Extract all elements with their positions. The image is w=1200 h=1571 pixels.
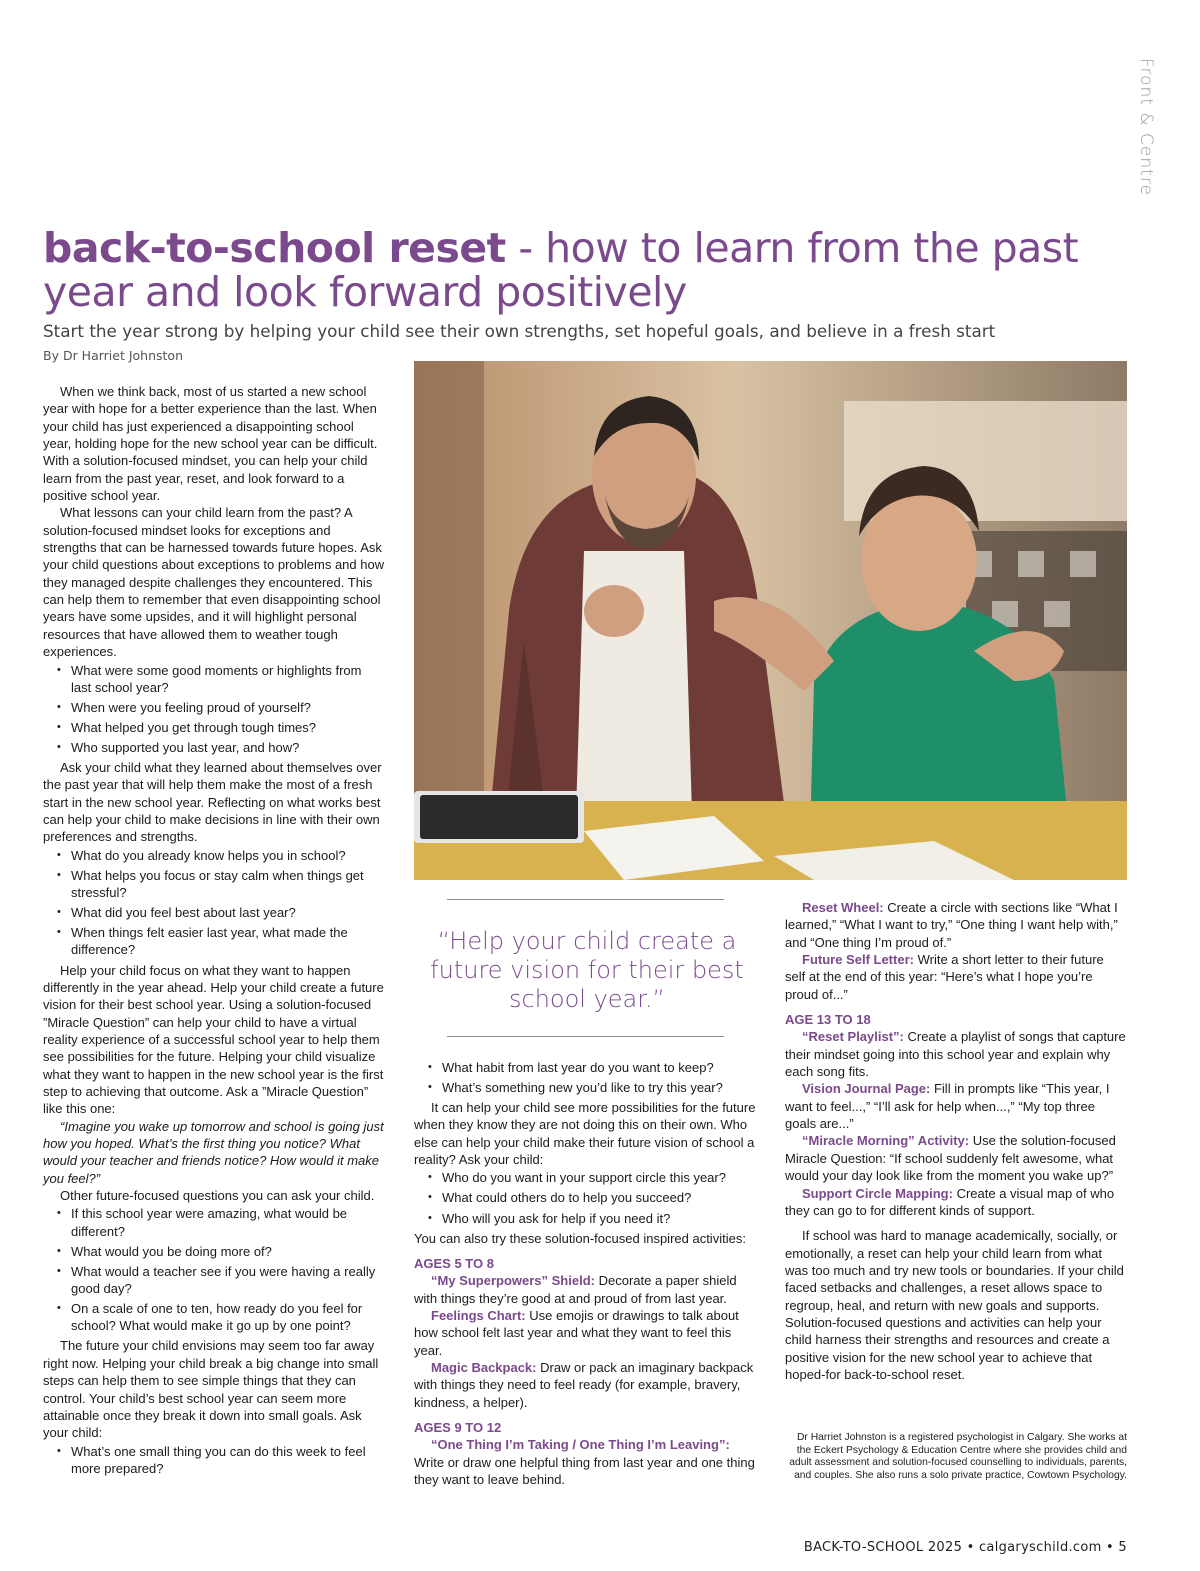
feature-photo	[414, 361, 1127, 880]
article-column-3	[785, 899, 1127, 1383]
list-item: • What helped you get through tough times?	[71, 719, 385, 736]
activity-label: Feelings Chart:	[431, 1307, 526, 1323]
list-item: • Who will you ask for help if you need it?	[442, 1210, 759, 1227]
paragraph: Help your child focus on what they want to happen differently in the year ahead. Help your child create a future vision for their best school year. Using a solution-focused ”Miracle Question” can help your child to have a virtual reality experience of a successful school year to help them see possibilities for the future. Helping your child visualize what they want to happen in the new school year is the first step to achieving that outcome. Ask a ”Miracle Question” like this one:	[43, 962, 384, 1117]
paragraph: If school was hard to manage academically, socially, or emotionally, a reset can help your child learn from what was too much and try new tools or boundaries. If your child faced setbacks and challenges, a reset allows space to regroup, heal, and return with new goals and supports. Solution-focused questions and activities can help your child harness their strengths and resources and create a positive vision for the new school year to achieve that hoped-for back-to-school reset.	[785, 1228, 1124, 1382]
activity-text: Create a circle with sections like “What I learned,” “What I want to try,” “One thing I want help with,” and “One thing I’m proud of.”	[785, 900, 1118, 950]
activity-text: Fill in prompts like “This year, I want to feel...,” “I’ll ask for help when...,” “My top three goals are...”	[785, 1081, 1110, 1132]
list-item: • If this school year were amazing, what would be different?	[71, 1205, 385, 1240]
activity-text: Write or draw one helpful thing from last year and one thing they want to leave behind.	[414, 1454, 755, 1487]
list-item: • What were some good moments or highlights from last school year?	[71, 662, 385, 697]
activity	[414, 1436, 759, 1488]
activity-label: “Reset Playlist”:	[802, 1029, 904, 1045]
subhead: Start the year strong by helping your child see their own strengths, set hopeful goals, and believe in a fresh start	[43, 321, 996, 341]
paragraph: The future your child envisions may seem too far away right now. Helping your child break a big change into small steps can help them to see simple things that they can control. Your child’s best school year can seem more attainable once they break it down into small goals. Ask your child:	[43, 1338, 379, 1441]
list-item: • What’s one small thing you can do this week to feel more prepared?	[71, 1443, 385, 1478]
activity-text: Draw or pack an imaginary backpack with things they need to feel ready (for example, bravery, kindness, a helper).	[414, 1359, 754, 1410]
author-bio: Dr Harriet Johnston is a registered psychologist in Calgary. She works at the Eckert Psychology & Education Centre where she provides child and adult assessment and solution-focused counselling to individuals, parents, and couples. She also runs a solo private practice, Cowtown Psychology.	[789, 1432, 1127, 1481]
list-item: • What habit from last year do you want to keep?	[442, 1059, 759, 1076]
activity-label: Magic Backpack:	[431, 1359, 537, 1375]
list-item: • When things felt easier last year, what made the difference?	[71, 924, 385, 959]
question-list	[43, 1443, 385, 1478]
activity-label: “My Superpowers” Shield:	[431, 1273, 595, 1289]
activity-text: Write a short letter to their future self at the end of this year: “Here’s what I hope you’re proud of...”	[785, 952, 1104, 1002]
paragraph: You can also try these solution-focused inspired activities:	[414, 1230, 746, 1246]
article-column-1	[43, 383, 385, 1480]
activity	[414, 1272, 759, 1307]
paragraph: Ask your child what they learned about themselves over the past year that will help them make the most of a fresh start in the new school year. Reflecting on what works best can help your child to make decisions in line with their own preferences and strengths.	[43, 759, 382, 845]
activity-label: Reset Wheel:	[802, 900, 884, 915]
activity	[414, 1359, 759, 1411]
activity	[785, 1080, 1127, 1132]
section-tab: Front & Centre	[1136, 58, 1156, 196]
pull-quote-rule-top	[447, 899, 724, 900]
age-heading: AGES 9 TO 12	[414, 1419, 502, 1435]
list-item: • Who supported you last year, and how?	[71, 739, 385, 756]
activity	[785, 1132, 1127, 1184]
paragraph: It can help your child see more possibilities for the future when they know they are not doing this on their own. Who else can help your child make their future vision of school a reality? Ask your child:	[414, 1100, 756, 1168]
paragraph: When we think back, most of us started a new school year with hope for a better experience than the last. When your child has just experienced a disappointing school year, holding hope for the new school year can be difficult. With a solution-focused mindset, you can help your child learn from the past year, reset, and look forward to a positive school year.	[43, 384, 378, 504]
question-list	[43, 1205, 385, 1334]
activity-label: Support Circle Mapping:	[802, 1185, 953, 1201]
headline-bold: back-to-school reset	[43, 224, 506, 272]
activity-text: Use the solution-focused Miracle Question: “If school suddenly felt awesome, what would your day look like from the moment you wake up?”	[785, 1133, 1116, 1184]
question-list	[43, 662, 385, 757]
paragraph: Other future-focused questions you can ask your child.	[60, 1187, 375, 1203]
photo-illustration	[414, 361, 1127, 880]
headline	[43, 226, 1133, 314]
pull-quote-rule-bottom	[447, 1036, 724, 1037]
age-heading: AGES 5 TO 8	[414, 1255, 494, 1271]
activity-label: “Miracle Morning” Activity:	[802, 1133, 970, 1149]
question-list	[414, 1169, 759, 1226]
activity-label: Future Self Letter:	[802, 952, 914, 968]
activity	[785, 899, 1127, 951]
article-column-2	[414, 1059, 759, 1488]
miracle-question-quote: “Imagine you wake up tomorrow and school is going just how you hoped. What’s the first thing you notice? What would your teacher and friends notice? How would it make you feel?”	[43, 1118, 384, 1186]
activity-label: “One Thing I’m Taking / One Thing I’m Leaving”:	[431, 1437, 730, 1453]
activity	[785, 1028, 1127, 1080]
list-item: • What could others do to help you succeed?	[442, 1189, 759, 1206]
byline: By Dr Harriet Johnston	[43, 348, 184, 363]
list-item: • What did you feel best about last year?	[71, 904, 385, 921]
question-list	[43, 847, 385, 959]
list-item: • What do you already know helps you in school?	[71, 847, 385, 864]
list-item: • Who do you want in your support circle this year?	[442, 1169, 759, 1186]
activity-text: Use emojis or drawings to talk about how school felt last year and what they want to feel this year.	[414, 1307, 739, 1358]
list-item: • What’s something new you’d like to try this year?	[442, 1079, 759, 1096]
list-item: • On a scale of one to ten, how ready do you feel for school? What would make it go up by one point?	[71, 1300, 385, 1335]
page-footer: BACK-TO-SCHOOL 2025 • calgaryschild.com • 5	[803, 1540, 1127, 1555]
activity	[414, 1307, 759, 1359]
list-item: • What helps you focus or stay calm when things get stressful?	[71, 867, 385, 902]
pull-quote: “Help your child create a future vision for their best school year.”	[430, 927, 744, 1013]
list-item: • When were you feeling proud of yourself?	[71, 699, 385, 716]
list-item: • What would a teacher see if you were having a really good day?	[71, 1263, 385, 1298]
activity-text: Decorate a paper shield with things they’re good at and proud of from last year.	[414, 1273, 737, 1306]
question-list	[414, 1059, 759, 1096]
age-heading: AGE 13 TO 18	[785, 1012, 871, 1028]
activity-text: Create a playlist of songs that capture their mindset going into this school year and explain why each song fits.	[785, 1029, 1126, 1080]
activity-text: Create a visual map of who they can go to for different kinds of support.	[785, 1185, 1115, 1218]
paragraph: What lessons can your child learn from the past? A solution-focused mindset looks for exceptions and strengths that can be harnessed towards future hopes. Ask your child questions about exceptions to problems and how they managed despite challenges they encountered. This can help them to remember that even disappointing school years have some upsides, and it will highlight personal resources that have allowed them to weather tough experiences.	[43, 505, 385, 660]
headline-rest: - how to learn from the past year and look forward positively	[43, 224, 1079, 316]
activity	[785, 951, 1127, 1003]
activity	[785, 1185, 1127, 1220]
activity-label: Vision Journal Page:	[802, 1081, 931, 1097]
list-item: • What would you be doing more of?	[71, 1243, 385, 1260]
